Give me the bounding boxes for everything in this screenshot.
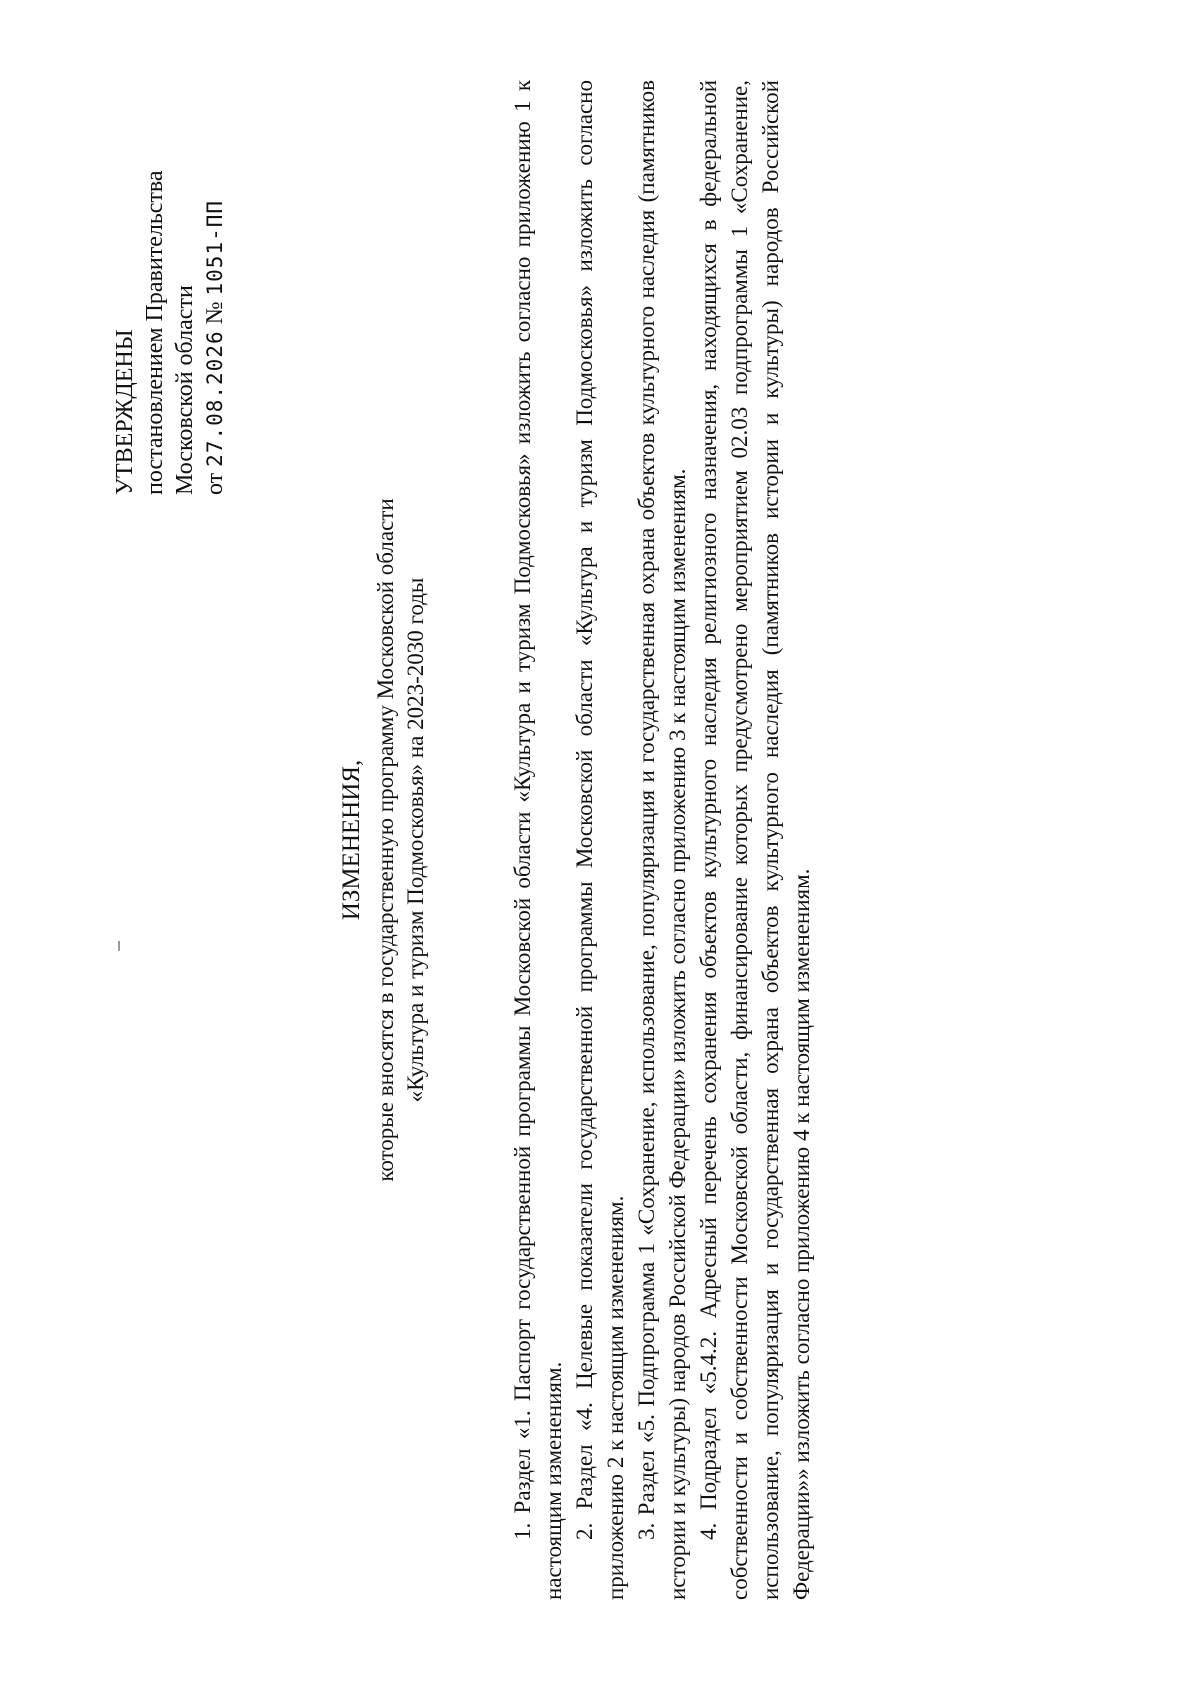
title-line-2: «Культура и туризм Подмосковья» на 2023-2030 годы bbox=[403, 577, 428, 1103]
approval-heading: УТВЕРЖДЕНЫ bbox=[112, 329, 138, 495]
number-sign: № bbox=[202, 301, 228, 325]
change-item-3: 3. Раздел «5. Подпрограмма 1 «Сохранение, использование, популяризация и государственная охрана объектов культурного наследия (памятников истории и культуры) народов Российской Федерации» изложить согласно приложению 3 к настоящим изменениям. bbox=[634, 80, 690, 1600]
approval-stamp bbox=[110, 95, 230, 495]
title-line-1: которые вносятся в государственную программу Московской области bbox=[373, 498, 398, 1182]
approval-date: 27.08.2026 bbox=[203, 330, 227, 467]
change-item-1: 1. Раздел «1. Паспорт государственной программы Московской области «Культура и туризм Подмосковья» изложить согласно приложению 1 к настоящим изменениям. bbox=[510, 80, 566, 1600]
document-title bbox=[337, 80, 431, 1600]
changes-list bbox=[507, 80, 817, 1600]
rotated-sheet bbox=[110, 80, 980, 1600]
change-item-4: 4. Подраздел «5.4.2. Адресный перечень сохранения объектов культурного наследия религиозного назначения, находящихся в федеральной собственности и собственности Московской области, финансирование которых предусмотрено мероприятием 02.03 подпрограммы 1 «Сохранение, использование, популяризация и государственная охрана объектов культурного наследия (памятников истории и культуры) народов Российской Федерации»» изложить согласно приложению 4 к настоящим изменениям. bbox=[696, 80, 814, 1600]
approval-line-2: Московской области bbox=[172, 285, 198, 495]
approval-date-line bbox=[200, 95, 230, 495]
approval-number: 1051-ПП bbox=[203, 199, 227, 296]
title-heading: ИЗМЕНЕНИЯ, bbox=[338, 759, 365, 921]
change-item-2: 2. Раздел «4. Целевые показатели государственной программы Московской области «Культура и туризм Подмосковья» изложить согласно приложению 2 к настоящим изменениям. bbox=[572, 80, 628, 1600]
approval-line-1: постановлением Правительства bbox=[142, 170, 168, 495]
date-prefix: от bbox=[202, 472, 228, 495]
